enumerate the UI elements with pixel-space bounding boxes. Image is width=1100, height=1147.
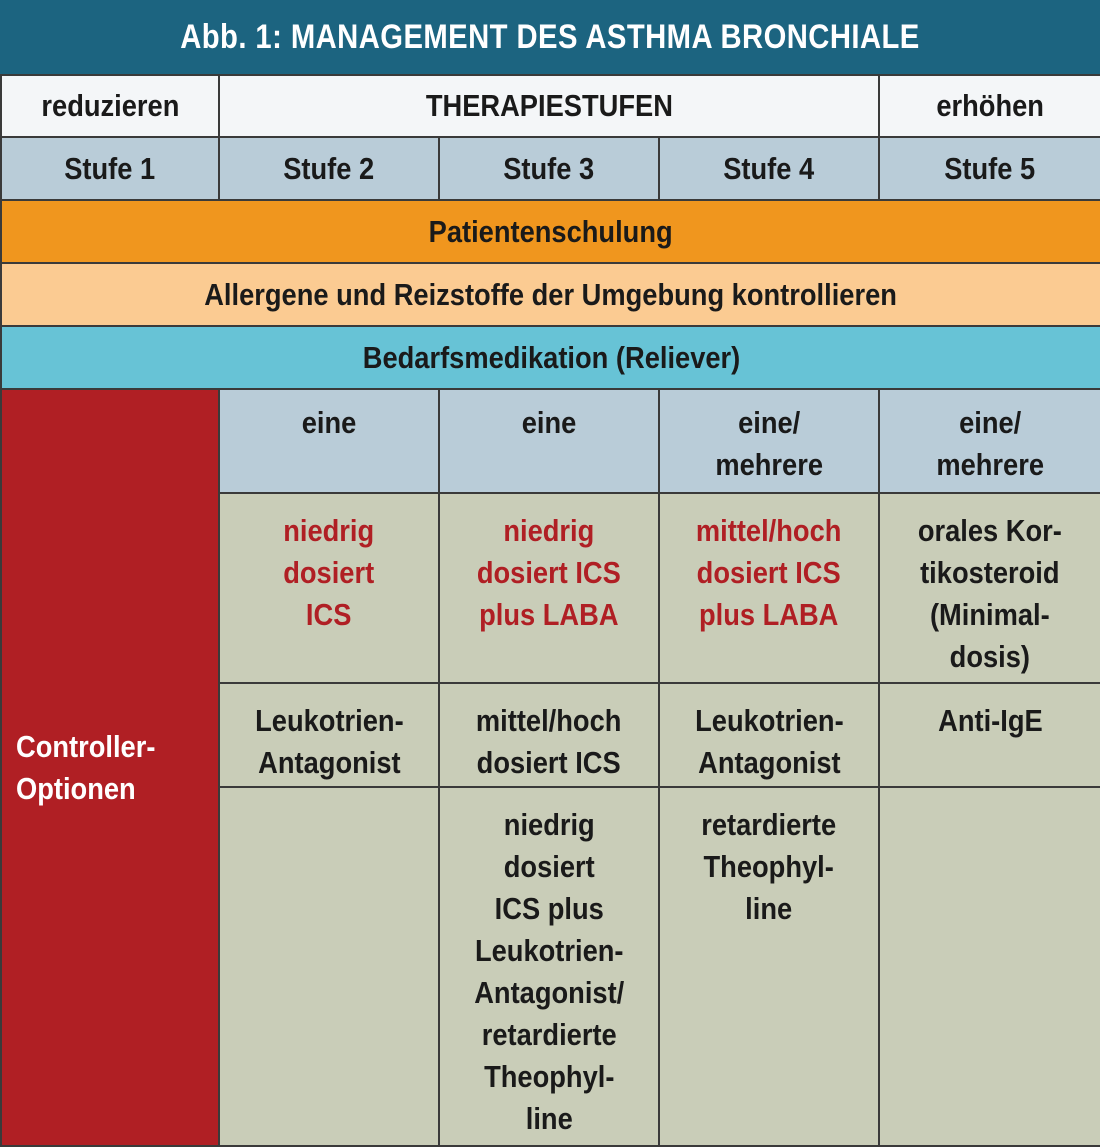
header-reduce: reduzieren [1, 75, 219, 137]
therapy-steps-table [0, 74, 1100, 1147]
reliever-row [1, 326, 1100, 389]
alternative-1-step-2: Leukotrien- Antagonist [219, 683, 439, 787]
option-count-step-5: eine/ mehrere [879, 389, 1100, 493]
alternative-2-step-3: niedrig dosiert ICS plus Leukotrien- Antagonist/ retardierte Theophyl- line [439, 787, 659, 1146]
education-row [1, 200, 1100, 263]
alternative-1-step-3: mittel/hoch dosiert ICS [439, 683, 659, 787]
header-increase: erhöhen [879, 75, 1100, 137]
figure-title: Abb. 1: MANAGEMENT DES ASTHMA BRONCHIALE [180, 17, 920, 56]
environment-control-band: Allergene und Reizstoffe der Umgebung kontrollieren [1, 263, 1100, 326]
alternative-1-step-4: Leukotrien- Antagonist [659, 683, 879, 787]
header-therapy-steps: THERAPIESTUFEN [219, 75, 879, 137]
figure-title-bar [0, 0, 1100, 74]
preferred-option-step-5: orales Kor- tikosteroid (Minimal- dosis) [879, 493, 1100, 683]
option-count-row [1, 389, 1100, 493]
alternative-1-step-5: Anti-IgE [879, 683, 1100, 787]
preferred-option-step-3: niedrig dosiert ICS plus LABA [439, 493, 659, 683]
alternative-2-step-2 [219, 787, 439, 1146]
preferred-option-step-4: mittel/hoch dosiert ICS plus LABA [659, 493, 879, 683]
step-3: Stufe 3 [439, 137, 659, 200]
step-1: Stufe 1 [1, 137, 219, 200]
option-count-step-4: eine/ mehrere [659, 389, 879, 493]
step-4: Stufe 4 [659, 137, 879, 200]
steps-row [1, 137, 1100, 200]
reliever-band: Bedarfsmedikation (Reliever) [1, 326, 1100, 389]
preferred-option-step-2: niedrig dosiert ICS [219, 493, 439, 683]
option-count-step-2: eine [219, 389, 439, 493]
alternative-2-step-5 [879, 787, 1100, 1146]
patient-education-band: Patientenschulung [1, 200, 1100, 263]
controller-options-label: Controller- Optionen [1, 389, 219, 1146]
step-2: Stufe 2 [219, 137, 439, 200]
option-count-step-3: eine [439, 389, 659, 493]
header-row [1, 75, 1100, 137]
step-5: Stufe 5 [879, 137, 1100, 200]
environment-row [1, 263, 1100, 326]
alternative-2-step-4: retardierte Theophyl- line [659, 787, 879, 1146]
